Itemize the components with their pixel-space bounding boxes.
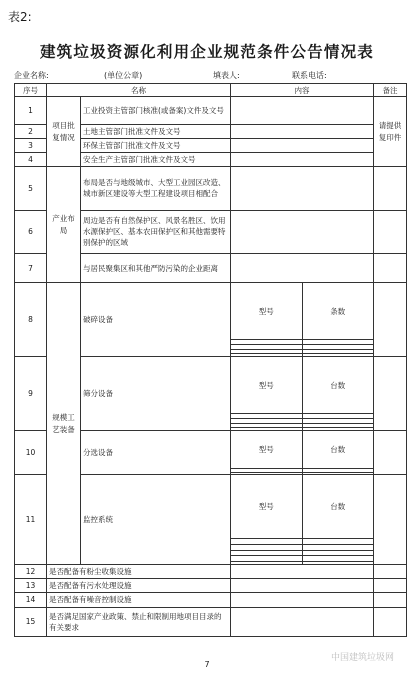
subgrid-table [231, 283, 373, 356]
subgrid-table [231, 475, 373, 564]
content-cell[interactable] [231, 124, 374, 138]
category-scale-equipment: 规模工艺装备 [47, 283, 81, 565]
remark-cell [374, 579, 407, 593]
table-row [15, 97, 407, 124]
content-cell[interactable] [231, 254, 374, 283]
row-number: 8 [15, 283, 47, 357]
model-header: 型号 [231, 475, 302, 539]
count-header: 台数 [302, 431, 373, 469]
table-row [15, 565, 407, 579]
row-number: 1 [15, 97, 47, 124]
model-header: 型号 [231, 431, 302, 469]
table-row [15, 607, 407, 636]
content-cell[interactable] [231, 152, 374, 166]
content-cell[interactable] [231, 579, 374, 593]
row-item-name: 分选设备 [81, 431, 231, 475]
row-item-name: 监控系统 [81, 474, 231, 564]
watermark: 中国建筑垃圾网 [330, 653, 394, 663]
count-header: 台数 [302, 357, 373, 413]
info-table-container [14, 83, 406, 637]
row-item-name: 是否配备有污水处理设施 [47, 579, 231, 593]
category-project-approval: 项目批复情况 [47, 97, 81, 167]
row-number: 4 [15, 152, 47, 166]
content-cell[interactable] [231, 593, 374, 607]
row-item-name: 安全生产主管部门批准文件及文号 [81, 152, 231, 166]
document-title: 建筑垃圾资源化利用企业规范条件公告情况表 [39, 43, 374, 61]
equipment-subgrid [231, 474, 374, 564]
row-number: 13 [15, 579, 47, 593]
remark-cell [374, 607, 407, 636]
table-label: 表2: [8, 10, 32, 24]
row-item-name: 工业投资主管部门核准(或备案)文件及文号 [81, 97, 231, 124]
remark-cell [374, 593, 407, 607]
row-number: 11 [15, 474, 47, 564]
remark-cell [374, 283, 407, 357]
count-header: 条数 [302, 283, 373, 339]
contact-phone-label: 联系电话: [292, 71, 327, 80]
row-number: 7 [15, 254, 47, 283]
row-number: 2 [15, 124, 47, 138]
remark-cell [374, 254, 407, 283]
row-item-name: 周边是否有自然保护区、风景名胜区、饮用水源保护区、基本农田保护区和其他需要特别保护的区域 [81, 210, 231, 254]
subgrid-table [231, 357, 373, 430]
remark-cell [374, 474, 407, 564]
content-cell[interactable] [231, 97, 374, 124]
header-no: 序号 [15, 84, 47, 97]
subgrid-table [231, 431, 373, 474]
row-number: 10 [15, 431, 47, 475]
header-name: 名称 [47, 84, 231, 97]
row-number: 15 [15, 607, 47, 636]
company-seal-label: (单位公章) [104, 71, 143, 80]
row-item-name: 是否配备有噪音控制设施 [47, 593, 231, 607]
remark-cell [374, 357, 407, 431]
row-item-name: 是否满足国家产业政策、禁止和限制用地项目目录的有关要求 [47, 607, 231, 636]
row-number: 12 [15, 565, 47, 579]
remark-cell [374, 431, 407, 475]
row-number: 6 [15, 210, 47, 254]
equipment-subgrid [231, 357, 374, 431]
table-row [15, 167, 407, 211]
equipment-subgrid [231, 431, 374, 475]
content-cell[interactable] [231, 210, 374, 254]
remark-cell [374, 210, 407, 254]
page-number: 7 [204, 660, 210, 669]
row-item-name: 与居民聚集区和其他严防污染的企业距离 [81, 254, 231, 283]
equipment-subgrid [231, 283, 374, 357]
content-cell[interactable] [231, 565, 374, 579]
row-item-name: 筛分设备 [81, 357, 231, 431]
info-table [14, 83, 407, 637]
row-number: 14 [15, 593, 47, 607]
remark-cell [374, 167, 407, 211]
count-header: 台数 [302, 475, 373, 539]
header-remark: 备注 [374, 84, 407, 97]
row-number: 9 [15, 357, 47, 431]
content-cell[interactable] [231, 138, 374, 152]
filler-label: 填表人: [213, 71, 240, 80]
row-item-name: 是否配备有粉尘收集设施 [47, 565, 231, 579]
content-cell[interactable] [231, 607, 374, 636]
row-number: 3 [15, 138, 47, 152]
row-item-name: 土地主管部门批准文件及文号 [81, 124, 231, 138]
header-content: 内容 [231, 84, 374, 97]
model-header: 型号 [231, 357, 302, 413]
row-item-name: 破碎设备 [81, 283, 231, 357]
remark-cell [374, 565, 407, 579]
row-number: 5 [15, 167, 47, 211]
table-header-row [15, 84, 407, 97]
model-header: 型号 [231, 283, 302, 339]
company-name-label: 企业名称: [14, 71, 49, 80]
table-row [15, 283, 407, 357]
content-cell[interactable] [231, 167, 374, 211]
table-row [15, 593, 407, 607]
row-item-name: 布局是否与地级城市、大型工业园区改造、城市新区建设等大型工程建设项目相配合 [81, 167, 231, 211]
row-item-name: 环保主管部门批准文件及文号 [81, 138, 231, 152]
table-row [15, 579, 407, 593]
category-industrial-layout: 产业布局 [47, 167, 81, 283]
remark-provide-copy: 请提供复印件 [374, 97, 407, 167]
